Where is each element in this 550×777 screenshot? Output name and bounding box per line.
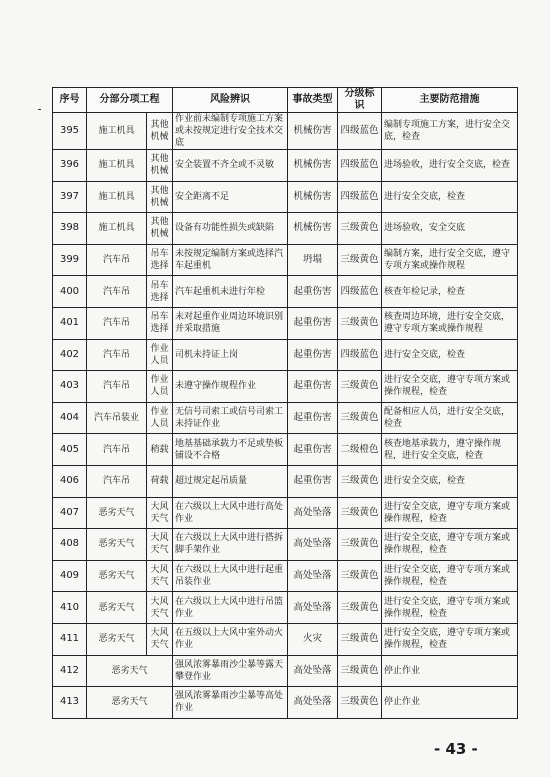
row-level: 三级黄色 xyxy=(338,497,382,529)
row-risk: 作业前未编制专项施工方案或未按规定进行安全技术交底 xyxy=(173,113,288,150)
row-accident-type: 起重伤害 xyxy=(288,434,338,466)
table-row xyxy=(53,592,518,624)
risk-table xyxy=(52,87,518,719)
row-category: 施工机具 xyxy=(87,181,147,213)
row-risk: 强风浓雾暴雨沙尘暴等露天攀登作业 xyxy=(173,655,288,687)
row-category: 恶劣天气 xyxy=(87,687,173,719)
row-measures: 进行安全交底，遵守专项方案或操作规程，检查 xyxy=(382,592,518,624)
table-row xyxy=(53,213,518,245)
row-risk: 在六级以上大风中进行起重吊装作业 xyxy=(173,560,288,592)
header-project: 分部分项工程 xyxy=(87,88,173,113)
row-risk: 未遵守操作规程作业 xyxy=(173,371,288,403)
row-subcategory: 大风天气 xyxy=(147,623,173,655)
row-measures: 进行安全交底，遵守专项方案或操作规程，检查 xyxy=(382,529,518,561)
row-id: 397 xyxy=(53,181,87,213)
row-accident-type: 机械伤害 xyxy=(288,213,338,245)
row-level: 四级蓝色 xyxy=(338,339,382,371)
row-risk: 未按规定编制方案或选择汽车起重机 xyxy=(173,244,288,276)
row-id: 411 xyxy=(53,623,87,655)
row-subcategory: 大风天气 xyxy=(147,497,173,529)
header-accident-type: 事故类型 xyxy=(288,88,338,113)
table-row xyxy=(53,402,518,434)
row-subcategory: 荷载 xyxy=(147,465,173,497)
margin-mark xyxy=(38,109,41,110)
row-category: 恶劣天气 xyxy=(87,623,147,655)
row-category: 汽车吊 xyxy=(87,434,147,466)
row-measures: 停止作业 xyxy=(382,655,518,687)
row-level: 四级蓝色 xyxy=(338,150,382,182)
row-id: 400 xyxy=(53,276,87,308)
row-subcategory: 大风天气 xyxy=(147,560,173,592)
row-measures: 核查年检记录，检查 xyxy=(382,276,518,308)
row-id: 413 xyxy=(53,687,87,719)
row-accident-type: 火灾 xyxy=(288,623,338,655)
table-row xyxy=(53,655,518,687)
row-category: 汽车吊 xyxy=(87,339,147,371)
row-measures: 核查地基承载力，遵守操作规程，进行安全交底，检查 xyxy=(382,434,518,466)
row-measures: 进行安全交底，遵守专项方案或操作规程，检查 xyxy=(382,560,518,592)
row-accident-type: 起重伤害 xyxy=(288,307,338,339)
row-category: 汽车吊 xyxy=(87,244,147,276)
table-row xyxy=(53,339,518,371)
row-category: 施工机具 xyxy=(87,113,147,150)
row-risk: 在六级以上大风中进行高处作业 xyxy=(173,497,288,529)
row-subcategory: 稍载 xyxy=(147,434,173,466)
row-risk: 安全装置不齐全或不灵敏 xyxy=(173,150,288,182)
table-row xyxy=(53,623,518,655)
row-measures: 配备相应人员，进行安全交底，检查 xyxy=(382,402,518,434)
row-category: 恶劣天气 xyxy=(87,592,147,624)
row-level: 三级黄色 xyxy=(338,213,382,245)
row-risk: 地基基础承载力不足或垫板铺设不合格 xyxy=(173,434,288,466)
row-risk: 在五级以上大风中室外动火作业 xyxy=(173,623,288,655)
row-accident-type: 起重伤害 xyxy=(288,465,338,497)
row-measures: 进行安全交底，遵守专项方案或操作规程，检查 xyxy=(382,371,518,403)
table-row xyxy=(53,560,518,592)
row-accident-type: 高处坠落 xyxy=(288,687,338,719)
table-row xyxy=(53,687,518,719)
row-id: 396 xyxy=(53,150,87,182)
row-category: 恶劣天气 xyxy=(87,497,147,529)
header-id: 序号 xyxy=(53,88,87,113)
row-accident-type: 高处坠落 xyxy=(288,560,338,592)
row-subcategory: 其他机械 xyxy=(147,181,173,213)
row-category: 施工机具 xyxy=(87,150,147,182)
row-level: 三级黄色 xyxy=(338,655,382,687)
row-category: 恶劣天气 xyxy=(87,529,147,561)
row-id: 407 xyxy=(53,497,87,529)
table-row xyxy=(53,465,518,497)
row-level: 三级黄色 xyxy=(338,307,382,339)
row-id: 401 xyxy=(53,307,87,339)
row-measures: 进行安全交底，检查 xyxy=(382,339,518,371)
table-row xyxy=(53,244,518,276)
row-measures: 进场验收，安全交底 xyxy=(382,213,518,245)
row-category: 汽车吊装业 xyxy=(87,402,147,434)
table-row xyxy=(53,307,518,339)
row-level: 三级黄色 xyxy=(338,560,382,592)
table-header-row xyxy=(53,88,518,113)
row-risk: 超过规定起吊质量 xyxy=(173,465,288,497)
row-measures: 进行安全交底，检查 xyxy=(382,181,518,213)
row-subcategory: 大风天气 xyxy=(147,529,173,561)
row-measures: 编制专项施工方案，进行安全交底，检查 xyxy=(382,113,518,150)
row-risk: 司机未持证上岗 xyxy=(173,339,288,371)
row-accident-type: 起重伤害 xyxy=(288,339,338,371)
row-level: 四级蓝色 xyxy=(338,276,382,308)
row-measures: 进行安全交底，检查 xyxy=(382,465,518,497)
row-subcategory: 吊车选择 xyxy=(147,276,173,308)
table-row xyxy=(53,181,518,213)
row-level: 三级黄色 xyxy=(338,592,382,624)
row-accident-type: 高处坠落 xyxy=(288,529,338,561)
row-risk: 强风浓雾暴雨沙尘暴等高处作业 xyxy=(173,687,288,719)
row-subcategory: 作业人员 xyxy=(147,371,173,403)
row-id: 412 xyxy=(53,655,87,687)
row-accident-type: 高处坠落 xyxy=(288,497,338,529)
row-level: 三级黄色 xyxy=(338,371,382,403)
row-id: 398 xyxy=(53,213,87,245)
row-risk: 未对起重作业周边环境识别并采取措施 xyxy=(173,307,288,339)
row-accident-type: 起重伤害 xyxy=(288,371,338,403)
row-accident-type: 机械伤害 xyxy=(288,150,338,182)
page-number: - 43 - xyxy=(434,740,478,758)
row-subcategory: 其他机械 xyxy=(147,213,173,245)
row-id: 410 xyxy=(53,592,87,624)
table-row xyxy=(53,113,518,150)
row-category: 汽车吊 xyxy=(87,465,147,497)
row-id: 402 xyxy=(53,339,87,371)
row-id: 409 xyxy=(53,560,87,592)
row-measures: 编制方案，进行安全交底，遵守专项方案或操作规程 xyxy=(382,244,518,276)
row-accident-type: 坍塌 xyxy=(288,244,338,276)
row-category: 恶劣天气 xyxy=(87,560,147,592)
row-level: 三级黄色 xyxy=(338,244,382,276)
table-row xyxy=(53,276,518,308)
row-level: 二级橙色 xyxy=(338,434,382,466)
table-row xyxy=(53,434,518,466)
row-subcategory: 作业人员 xyxy=(147,339,173,371)
row-accident-type: 高处坠落 xyxy=(288,592,338,624)
row-measures: 进场验收，进行安全交底，检查 xyxy=(382,150,518,182)
table-body xyxy=(53,113,518,719)
row-accident-type: 起重伤害 xyxy=(288,276,338,308)
row-measures: 停止作业 xyxy=(382,687,518,719)
header-measures: 主要防范措施 xyxy=(382,88,518,113)
header-risk: 风险辨识 xyxy=(173,88,288,113)
row-level: 三级黄色 xyxy=(338,623,382,655)
table-row xyxy=(53,371,518,403)
row-risk: 无信号司索工或信号司索工未持证作业 xyxy=(173,402,288,434)
row-measures: 进行安全交底，遵守专项方案或操作规程，检查 xyxy=(382,623,518,655)
row-level: 三级黄色 xyxy=(338,465,382,497)
row-measures: 进行安全交底，遵守专项方案或操作规程，检查 xyxy=(382,497,518,529)
row-category: 施工机具 xyxy=(87,213,147,245)
row-category: 恶劣天气 xyxy=(87,655,173,687)
row-risk: 安全距离不足 xyxy=(173,181,288,213)
row-level: 三级黄色 xyxy=(338,687,382,719)
row-risk: 在六级以上大风中进行搭拆脚手架作业 xyxy=(173,529,288,561)
table-row xyxy=(53,150,518,182)
row-level: 四级蓝色 xyxy=(338,181,382,213)
row-id: 405 xyxy=(53,434,87,466)
row-risk: 设备有功能性损失或缺陷 xyxy=(173,213,288,245)
table-row xyxy=(53,529,518,561)
row-subcategory: 其他机械 xyxy=(147,113,173,150)
row-accident-type: 起重伤害 xyxy=(288,402,338,434)
row-category: 汽车吊 xyxy=(87,276,147,308)
row-subcategory: 作业人员 xyxy=(147,402,173,434)
row-category: 汽车吊 xyxy=(87,307,147,339)
row-level: 三级黄色 xyxy=(338,529,382,561)
row-subcategory: 其他机械 xyxy=(147,150,173,182)
row-accident-type: 高处坠落 xyxy=(288,655,338,687)
row-id: 395 xyxy=(53,113,87,150)
row-risk: 在六级以上大风中进行吊篮作业 xyxy=(173,592,288,624)
row-id: 408 xyxy=(53,529,87,561)
row-subcategory: 吊车选择 xyxy=(147,307,173,339)
risk-table-container xyxy=(52,87,517,719)
row-subcategory: 大风天气 xyxy=(147,592,173,624)
row-id: 403 xyxy=(53,371,87,403)
row-category: 汽车吊 xyxy=(87,371,147,403)
row-risk: 汽车起重机未进行年检 xyxy=(173,276,288,308)
row-accident-type: 机械伤害 xyxy=(288,181,338,213)
row-accident-type: 机械伤害 xyxy=(288,113,338,150)
row-level: 三级黄色 xyxy=(338,402,382,434)
row-id: 399 xyxy=(53,244,87,276)
row-subcategory: 吊车选择 xyxy=(147,244,173,276)
row-measures: 核查周边环境，进行安全交底，遵守专项方案或操作规程 xyxy=(382,307,518,339)
header-level: 分级标识 xyxy=(338,88,382,113)
row-level: 四级蓝色 xyxy=(338,113,382,150)
row-id: 404 xyxy=(53,402,87,434)
table-row xyxy=(53,497,518,529)
row-id: 406 xyxy=(53,465,87,497)
